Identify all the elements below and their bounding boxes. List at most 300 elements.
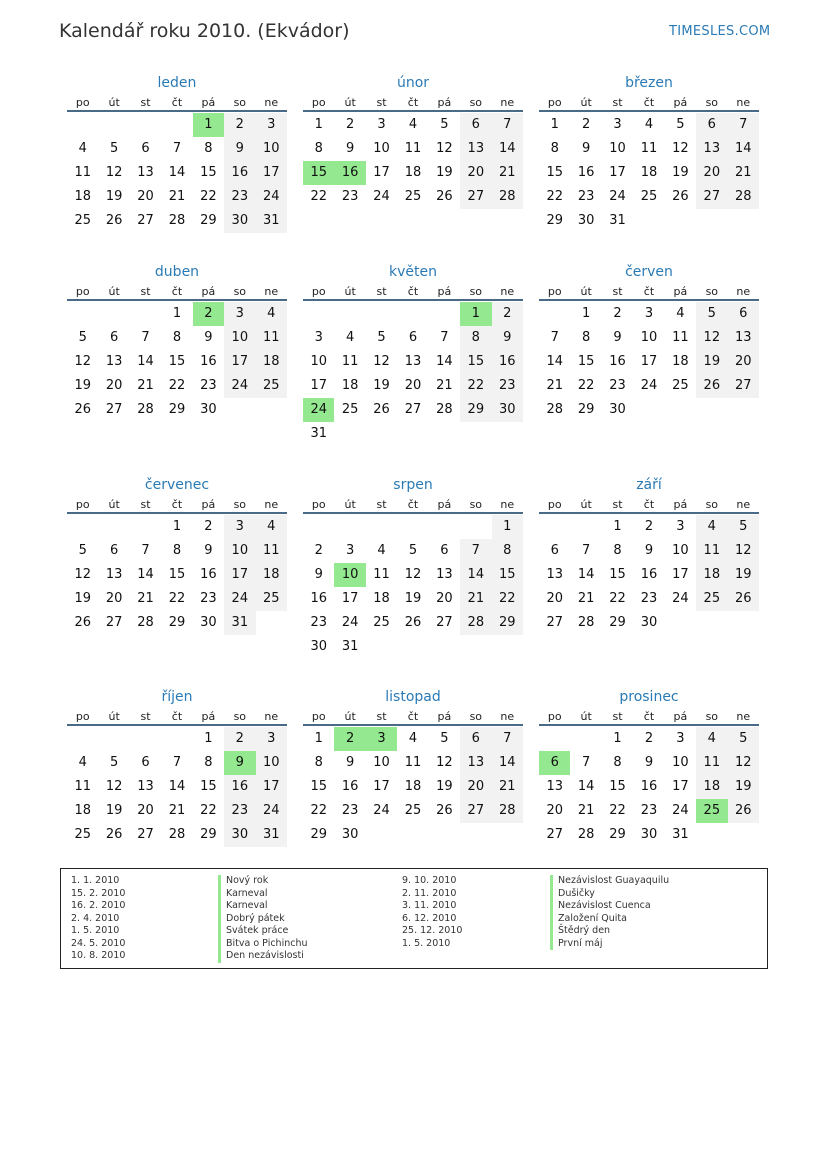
- day-cell: 19: [74, 378, 91, 393]
- day-cell: 24: [256, 185, 287, 209]
- day-cell: 2: [345, 117, 355, 132]
- day-cell: 27: [436, 615, 453, 630]
- legend-date: 1. 1. 2010: [71, 875, 120, 886]
- day-cell: 20: [460, 775, 491, 799]
- holiday-day-cell: 25: [696, 799, 727, 823]
- day-cell: 5: [408, 543, 418, 558]
- day-cell: 25: [341, 402, 359, 417]
- weekday-label: pá: [201, 498, 216, 511]
- weekday-label: út: [108, 498, 120, 511]
- day-cell: 3: [224, 515, 255, 539]
- legend-date: 16. 2. 2010: [71, 900, 126, 911]
- day-cell: 30: [200, 615, 217, 630]
- empty-cell: [570, 515, 601, 539]
- day-cell: 14: [728, 137, 759, 161]
- day-cell: 13: [728, 326, 759, 350]
- day-cell: 28: [546, 402, 563, 417]
- empty-cell: [539, 727, 570, 751]
- day-cell: 20: [460, 161, 491, 185]
- month-6: [67, 474, 287, 635]
- day-cell: 21: [460, 587, 491, 611]
- day-cell: 29: [310, 827, 327, 842]
- month-9: [67, 686, 287, 847]
- day-cell: 7: [141, 330, 150, 345]
- day-cell: 13: [460, 137, 491, 161]
- day-cell: 25: [672, 378, 689, 393]
- day-cell: 2: [613, 306, 622, 321]
- day-grid: [539, 515, 759, 635]
- weekday-header: [67, 283, 287, 301]
- day-cell: 4: [256, 302, 287, 326]
- day-cell: 13: [105, 567, 123, 582]
- weekday-label: čt: [643, 498, 655, 511]
- empty-cell: [130, 727, 161, 751]
- day-cell: 11: [640, 141, 658, 156]
- day-cell: 17: [672, 779, 689, 794]
- day-cell: 22: [546, 189, 563, 204]
- holiday-day-cell: 9: [224, 751, 255, 775]
- day-cell: 1: [314, 117, 323, 132]
- day-cell: 26: [404, 615, 422, 630]
- day-cell: 19: [728, 775, 759, 799]
- day-cell: 22: [168, 378, 186, 393]
- day-cell: 9: [204, 543, 213, 558]
- day-cell: 6: [141, 755, 150, 770]
- day-cell: 8: [314, 755, 323, 770]
- day-cell: 18: [696, 563, 727, 587]
- month-name: prosinec: [619, 689, 679, 705]
- legend-date: 1. 5. 2010: [71, 925, 120, 936]
- month-name: červen: [625, 264, 673, 280]
- day-cell: 4: [408, 731, 418, 746]
- day-cell: 19: [105, 803, 123, 818]
- day-cell: 5: [440, 731, 449, 746]
- day-cell: 10: [256, 137, 287, 161]
- empty-cell: [67, 113, 98, 137]
- month-name: leden: [157, 75, 197, 91]
- legend-dates-right: [402, 875, 462, 950]
- day-cell: 28: [492, 799, 523, 823]
- day-cell: 7: [728, 113, 759, 137]
- weekday-header: [67, 708, 287, 726]
- legend-date: 2. 11. 2010: [402, 887, 457, 899]
- legend-date: 6. 12. 2010: [402, 912, 457, 924]
- day-cell: 24: [373, 189, 390, 204]
- day-cell: 31: [609, 213, 626, 228]
- day-cell: 7: [172, 755, 182, 770]
- day-cell: 21: [137, 591, 154, 606]
- month-name: květen: [389, 264, 437, 280]
- day-cell: 5: [728, 515, 759, 539]
- day-cell: 24: [672, 803, 689, 818]
- day-cell: 29: [168, 615, 186, 630]
- day-cell: 21: [137, 378, 154, 393]
- day-cell: 21: [492, 775, 523, 799]
- day-cell: 11: [256, 539, 287, 563]
- weekday-label: po: [547, 285, 562, 298]
- day-cell: 8: [460, 326, 491, 350]
- day-cell: 3: [613, 117, 622, 132]
- day-cell: 26: [436, 189, 453, 204]
- day-cell: 12: [436, 755, 453, 770]
- day-cell: 25: [404, 803, 422, 818]
- weekday-label: pá: [437, 498, 452, 511]
- weekday-label: st: [140, 710, 151, 723]
- day-cell: 29: [200, 213, 217, 228]
- weekday-label: út: [344, 96, 356, 109]
- day-cell: 4: [78, 141, 87, 156]
- day-cell: 6: [109, 543, 119, 558]
- legend-date: 15. 2. 2010: [71, 887, 126, 899]
- weekday-label: so: [705, 498, 719, 511]
- day-cell: 12: [404, 567, 422, 582]
- day-cell: 13: [460, 751, 491, 775]
- day-cell: 7: [581, 755, 591, 770]
- weekday-label: so: [469, 498, 483, 511]
- day-cell: 18: [404, 165, 422, 180]
- month-3: [67, 261, 287, 422]
- day-cell: 26: [696, 374, 727, 398]
- day-cell: 18: [74, 803, 91, 818]
- day-cell: 31: [672, 827, 689, 842]
- month-5: [539, 261, 759, 422]
- day-cell: 12: [373, 354, 390, 369]
- day-cell: 11: [373, 567, 390, 582]
- weekday-label: so: [469, 710, 483, 723]
- day-cell: 7: [492, 113, 523, 137]
- weekday-label: út: [344, 285, 356, 298]
- weekday-label: po: [547, 498, 562, 511]
- day-cell: 5: [728, 727, 759, 751]
- day-cell: 11: [404, 141, 422, 156]
- empty-cell: [67, 302, 98, 326]
- day-cell: 17: [609, 165, 626, 180]
- day-cell: 7: [440, 330, 449, 345]
- day-cell: 22: [200, 803, 217, 818]
- day-cell: 17: [310, 378, 327, 393]
- day-cell: 19: [373, 378, 390, 393]
- day-cell: 20: [436, 591, 453, 606]
- weekday-label: út: [108, 96, 120, 109]
- day-cell: 18: [672, 354, 689, 369]
- day-cell: 13: [546, 567, 563, 582]
- day-cell: 29: [168, 402, 186, 417]
- legend-holiday-name: První máj: [550, 938, 669, 951]
- weekday-header: [539, 708, 759, 726]
- empty-cell: [539, 515, 570, 539]
- day-cell: 11: [404, 755, 422, 770]
- month-name: duben: [154, 264, 200, 280]
- day-cell: 25: [404, 189, 422, 204]
- weekday-header: [539, 283, 759, 301]
- day-cell: 18: [373, 591, 390, 606]
- day-cell: 5: [78, 330, 87, 345]
- day-cell: 10: [373, 141, 390, 156]
- day-grid: [67, 113, 287, 233]
- day-cell: 2: [644, 519, 654, 534]
- day-cell: 26: [105, 827, 123, 842]
- legend-holiday-name: Karneval: [218, 900, 308, 913]
- day-cell: 27: [105, 615, 123, 630]
- weekday-label: pá: [673, 285, 688, 298]
- legend-dates-left: [71, 875, 125, 963]
- day-cell: 14: [436, 354, 453, 369]
- day-cell: 5: [377, 330, 386, 345]
- day-cell: 31: [256, 823, 287, 847]
- day-cell: 3: [676, 519, 685, 534]
- day-cell: 30: [310, 639, 327, 654]
- empty-cell: [67, 727, 98, 751]
- day-cell: 5: [440, 117, 449, 132]
- day-cell: 24: [224, 374, 255, 398]
- day-cell: 8: [613, 755, 622, 770]
- weekday-label: po: [75, 710, 90, 723]
- day-cell: 18: [696, 775, 727, 799]
- day-cell: 21: [728, 161, 759, 185]
- day-cell: 27: [728, 374, 759, 398]
- day-cell: 30: [640, 615, 658, 630]
- weekday-label: ne: [264, 498, 279, 511]
- day-cell: 27: [546, 827, 563, 842]
- day-cell: 23: [224, 799, 255, 823]
- day-cell: 13: [105, 354, 123, 369]
- day-cell: 26: [728, 587, 759, 611]
- day-cell: 6: [728, 302, 759, 326]
- day-cell: 27: [696, 185, 727, 209]
- weekday-label: út: [580, 96, 592, 109]
- day-cell: 4: [676, 306, 685, 321]
- brand-link[interactable]: TIMESLES.COM: [669, 24, 771, 39]
- day-cell: 24: [224, 587, 255, 611]
- weekday-label: st: [612, 96, 623, 109]
- day-cell: 18: [74, 189, 91, 204]
- empty-cell: [334, 515, 365, 539]
- legend-names-left: [218, 875, 308, 963]
- day-cell: 4: [408, 117, 418, 132]
- day-grid: [539, 302, 759, 422]
- day-cell: 28: [577, 827, 595, 842]
- legend-date: 24. 5. 2010: [71, 937, 126, 949]
- weekday-label: po: [75, 285, 90, 298]
- day-cell: 31: [224, 611, 255, 635]
- weekday-label: čt: [171, 96, 183, 109]
- weekday-label: ne: [264, 285, 279, 298]
- empty-cell: [303, 515, 334, 539]
- day-cell: 23: [310, 615, 327, 630]
- day-cell: 16: [200, 567, 217, 582]
- empty-cell: [460, 515, 491, 539]
- weekday-label: st: [140, 96, 151, 109]
- weekday-label: st: [376, 285, 387, 298]
- weekday-label: so: [705, 710, 719, 723]
- day-cell: 8: [613, 543, 622, 558]
- day-cell: 30: [640, 827, 658, 842]
- day-cell: 16: [200, 354, 217, 369]
- day-cell: 2: [644, 731, 654, 746]
- day-cell: 3: [314, 330, 323, 345]
- weekday-label: ne: [264, 96, 279, 109]
- day-cell: 21: [577, 591, 595, 606]
- day-cell: 23: [200, 378, 217, 393]
- day-cell: 26: [436, 803, 453, 818]
- weekday-label: ne: [264, 710, 279, 723]
- weekday-label: po: [547, 710, 562, 723]
- day-cell: 16: [577, 165, 595, 180]
- day-cell: 12: [105, 165, 123, 180]
- weekday-label: st: [376, 710, 387, 723]
- day-cell: 11: [672, 330, 689, 345]
- weekday-label: st: [612, 498, 623, 511]
- day-cell: 17: [256, 775, 287, 799]
- weekday-label: út: [108, 710, 120, 723]
- weekday-label: so: [233, 498, 247, 511]
- day-cell: 25: [640, 189, 658, 204]
- day-cell: 9: [345, 755, 355, 770]
- day-cell: 28: [577, 615, 595, 630]
- weekday-label: pá: [437, 285, 452, 298]
- weekday-header: [67, 94, 287, 112]
- weekday-label: čt: [643, 710, 655, 723]
- day-cell: 31: [310, 426, 327, 441]
- empty-cell: [397, 302, 428, 326]
- weekday-label: čt: [171, 285, 183, 298]
- month-name: říjen: [161, 689, 193, 705]
- holiday-day-cell: 6: [539, 751, 570, 775]
- day-cell: 17: [256, 161, 287, 185]
- day-cell: 9: [581, 141, 591, 156]
- empty-cell: [161, 113, 192, 137]
- day-cell: 21: [436, 378, 453, 393]
- day-cell: 23: [640, 591, 658, 606]
- day-cell: 21: [577, 803, 595, 818]
- day-cell: 13: [436, 567, 453, 582]
- day-cell: 8: [550, 141, 559, 156]
- weekday-label: so: [233, 710, 247, 723]
- day-cell: 5: [696, 302, 727, 326]
- day-cell: 6: [550, 543, 559, 558]
- empty-cell: [570, 727, 601, 751]
- weekday-label: st: [376, 498, 387, 511]
- day-cell: 9: [644, 755, 654, 770]
- day-cell: 17: [224, 563, 255, 587]
- day-cell: 10: [609, 141, 626, 156]
- day-cell: 13: [546, 779, 563, 794]
- day-cell: 30: [609, 402, 626, 417]
- day-cell: 20: [105, 378, 123, 393]
- day-cell: 19: [696, 350, 727, 374]
- weekday-label: so: [469, 285, 483, 298]
- empty-cell: [397, 515, 428, 539]
- holiday-day-cell: 10: [334, 563, 365, 587]
- day-cell: 6: [440, 543, 449, 558]
- day-cell: 29: [200, 827, 217, 842]
- day-cell: 2: [314, 543, 323, 558]
- day-cell: 31: [256, 209, 287, 233]
- day-cell: 29: [492, 611, 523, 635]
- day-cell: 23: [577, 189, 595, 204]
- day-cell: 29: [609, 827, 626, 842]
- day-cell: 9: [492, 326, 523, 350]
- weekday-label: ne: [736, 710, 751, 723]
- empty-cell: [429, 302, 460, 326]
- day-cell: 14: [460, 563, 491, 587]
- weekday-header: [539, 496, 759, 514]
- legend-holiday-name: Bitva o Pichinchu: [218, 938, 308, 951]
- empty-cell: [539, 302, 570, 326]
- day-cell: 18: [256, 350, 287, 374]
- legend-names-right: [550, 875, 669, 950]
- weekday-label: ne: [736, 96, 751, 109]
- day-cell: 12: [74, 567, 91, 582]
- weekday-label: út: [580, 710, 592, 723]
- day-grid: [303, 727, 523, 847]
- day-cell: 30: [492, 398, 523, 422]
- day-cell: 23: [492, 374, 523, 398]
- weekday-label: st: [140, 285, 151, 298]
- holiday-legend: [60, 868, 768, 969]
- day-cell: 28: [137, 402, 154, 417]
- month-8: [539, 474, 759, 635]
- weekday-label: pá: [673, 710, 688, 723]
- weekday-label: čt: [407, 498, 419, 511]
- legend-date: 10. 8. 2010: [71, 950, 126, 961]
- day-cell: 1: [613, 519, 622, 534]
- day-cell: 1: [172, 306, 182, 321]
- day-cell: 10: [672, 543, 689, 558]
- weekday-label: po: [311, 498, 326, 511]
- day-cell: 25: [696, 587, 727, 611]
- day-cell: 11: [341, 354, 359, 369]
- day-cell: 16: [640, 567, 658, 582]
- day-grid: [539, 113, 759, 233]
- day-cell: 13: [137, 165, 154, 180]
- day-cell: 16: [609, 354, 626, 369]
- month-name: srpen: [393, 477, 433, 493]
- day-cell: 11: [74, 165, 91, 180]
- weekday-label: po: [311, 710, 326, 723]
- day-cell: 22: [310, 803, 327, 818]
- weekday-label: čt: [643, 285, 655, 298]
- day-cell: 9: [204, 330, 213, 345]
- weekday-label: út: [344, 498, 356, 511]
- day-cell: 6: [460, 113, 491, 137]
- day-cell: 14: [137, 354, 154, 369]
- day-cell: 2: [224, 727, 255, 751]
- legend-holiday-name: Nezávislost Cuenca: [550, 900, 669, 913]
- day-cell: 22: [609, 591, 626, 606]
- weekday-label: so: [469, 96, 483, 109]
- legend-holiday-name: Nezávislost Guayaquilu: [550, 875, 669, 888]
- day-cell: 1: [314, 731, 323, 746]
- weekday-label: po: [311, 96, 326, 109]
- weekday-label: pá: [437, 710, 452, 723]
- month-name: březen: [625, 75, 673, 91]
- legend-holiday-name: Dušičky: [550, 888, 669, 901]
- month-name: září: [636, 477, 662, 493]
- holiday-day-cell: 2: [334, 727, 365, 751]
- holiday-day-cell: 16: [334, 161, 365, 185]
- day-cell: 28: [168, 213, 186, 228]
- day-cell: 11: [696, 751, 727, 775]
- day-cell: 16: [224, 161, 255, 185]
- weekday-label: so: [705, 96, 719, 109]
- weekday-label: ne: [736, 498, 751, 511]
- holiday-day-cell: 15: [303, 161, 334, 185]
- day-cell: 8: [204, 755, 213, 770]
- day-cell: 4: [644, 117, 654, 132]
- month-11: [539, 686, 759, 847]
- day-cell: 26: [728, 799, 759, 823]
